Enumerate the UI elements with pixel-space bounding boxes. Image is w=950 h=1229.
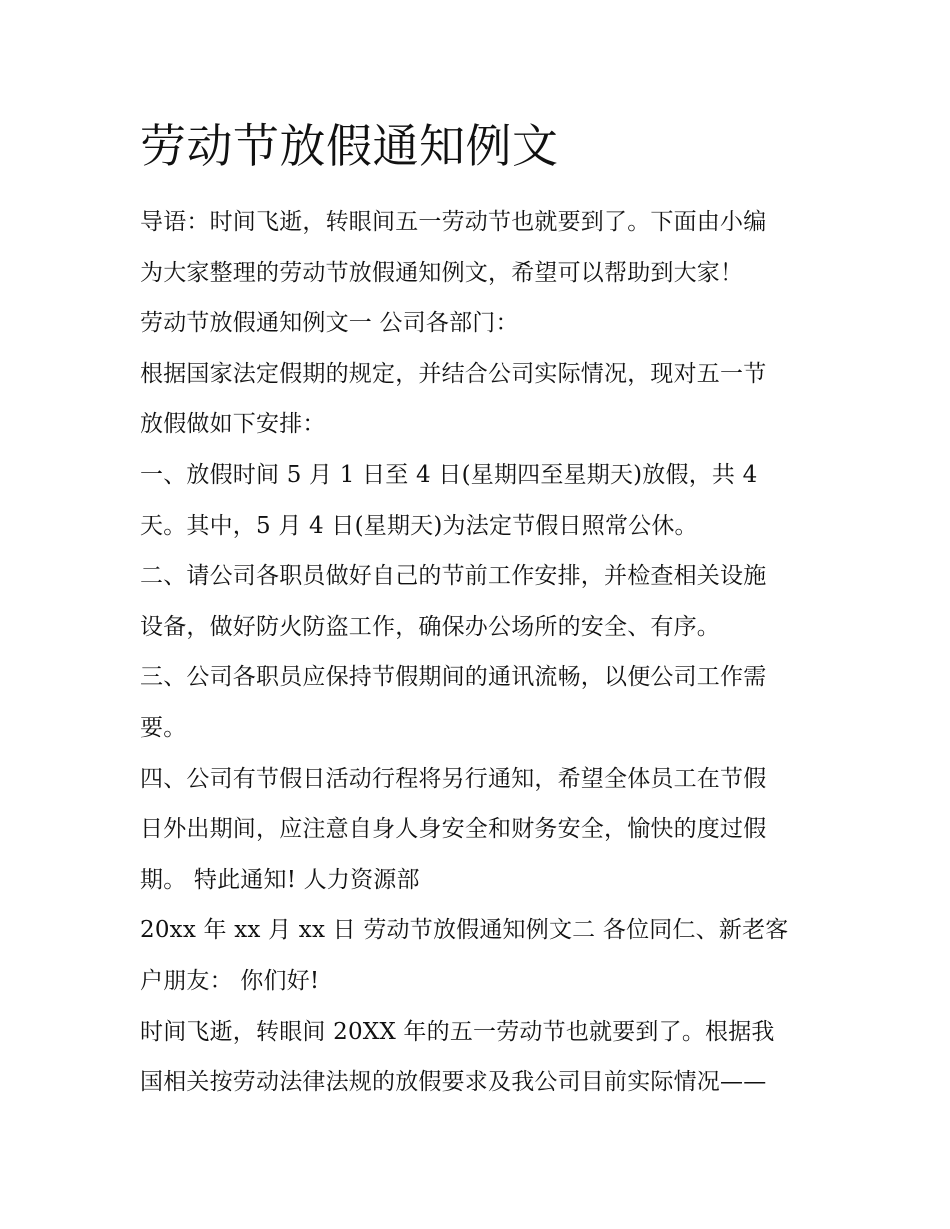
text-line: 劳动节放假通知例文一 公司各部门：: [140, 310, 519, 337]
text-line: 为大家整理的劳动节放假通知例文，希望可以帮助到大家！: [140, 259, 744, 286]
text-line: 期。 特此通知! 人力资源部: [140, 866, 420, 893]
text-line: 一、放假时间 5 月 1 日至 4 日(星期四至星期天)放假，共 4: [140, 461, 758, 488]
text-line: 20xx 年 xx 月 xx 日 劳动节放假通知例文二 各位同仁、新老客: [140, 917, 789, 944]
text-line: 户朋友： 你们好!: [140, 967, 320, 994]
text-line: 设备，做好防火防盗工作，确保办公场所的安全、有序。: [140, 613, 720, 640]
text-line: 要。: [140, 714, 187, 741]
text-line: 四、公司有节假日活动行程将另行通知，希望全体员工在节假: [140, 765, 767, 792]
document-body: [140, 197, 820, 1108]
text-line: 日外出期间，应注意自身人身安全和财务安全，愉快的度过假: [140, 816, 767, 843]
text-line: 天。其中，5 月 4 日(星期天)为法定节假日照常公休。: [140, 512, 698, 539]
text-line: 放假做如下安排：: [140, 411, 326, 438]
document-title: 劳动节放假通知例文: [140, 119, 559, 173]
text-line: 二、请公司各职员做好自己的节前工作安排，并检查相关设施: [140, 563, 767, 590]
text-line: 时间飞逝，转眼间 20XX 年的五一劳动节也就要到了。根据我: [140, 1018, 775, 1045]
text-line: 三、公司各职员应保持节假期间的通讯流畅，以便公司工作需: [140, 664, 767, 691]
text-line: 导语：时间飞逝，转眼间五一劳动节也就要到了。下面由小编: [140, 209, 767, 235]
text-line: 国相关按劳动法律法规的放假要求及我公司目前实际情况——: [140, 1069, 767, 1096]
text-line: 根据国家法定假期的规定，并结合公司实际情况，现对五一节: [140, 360, 767, 387]
